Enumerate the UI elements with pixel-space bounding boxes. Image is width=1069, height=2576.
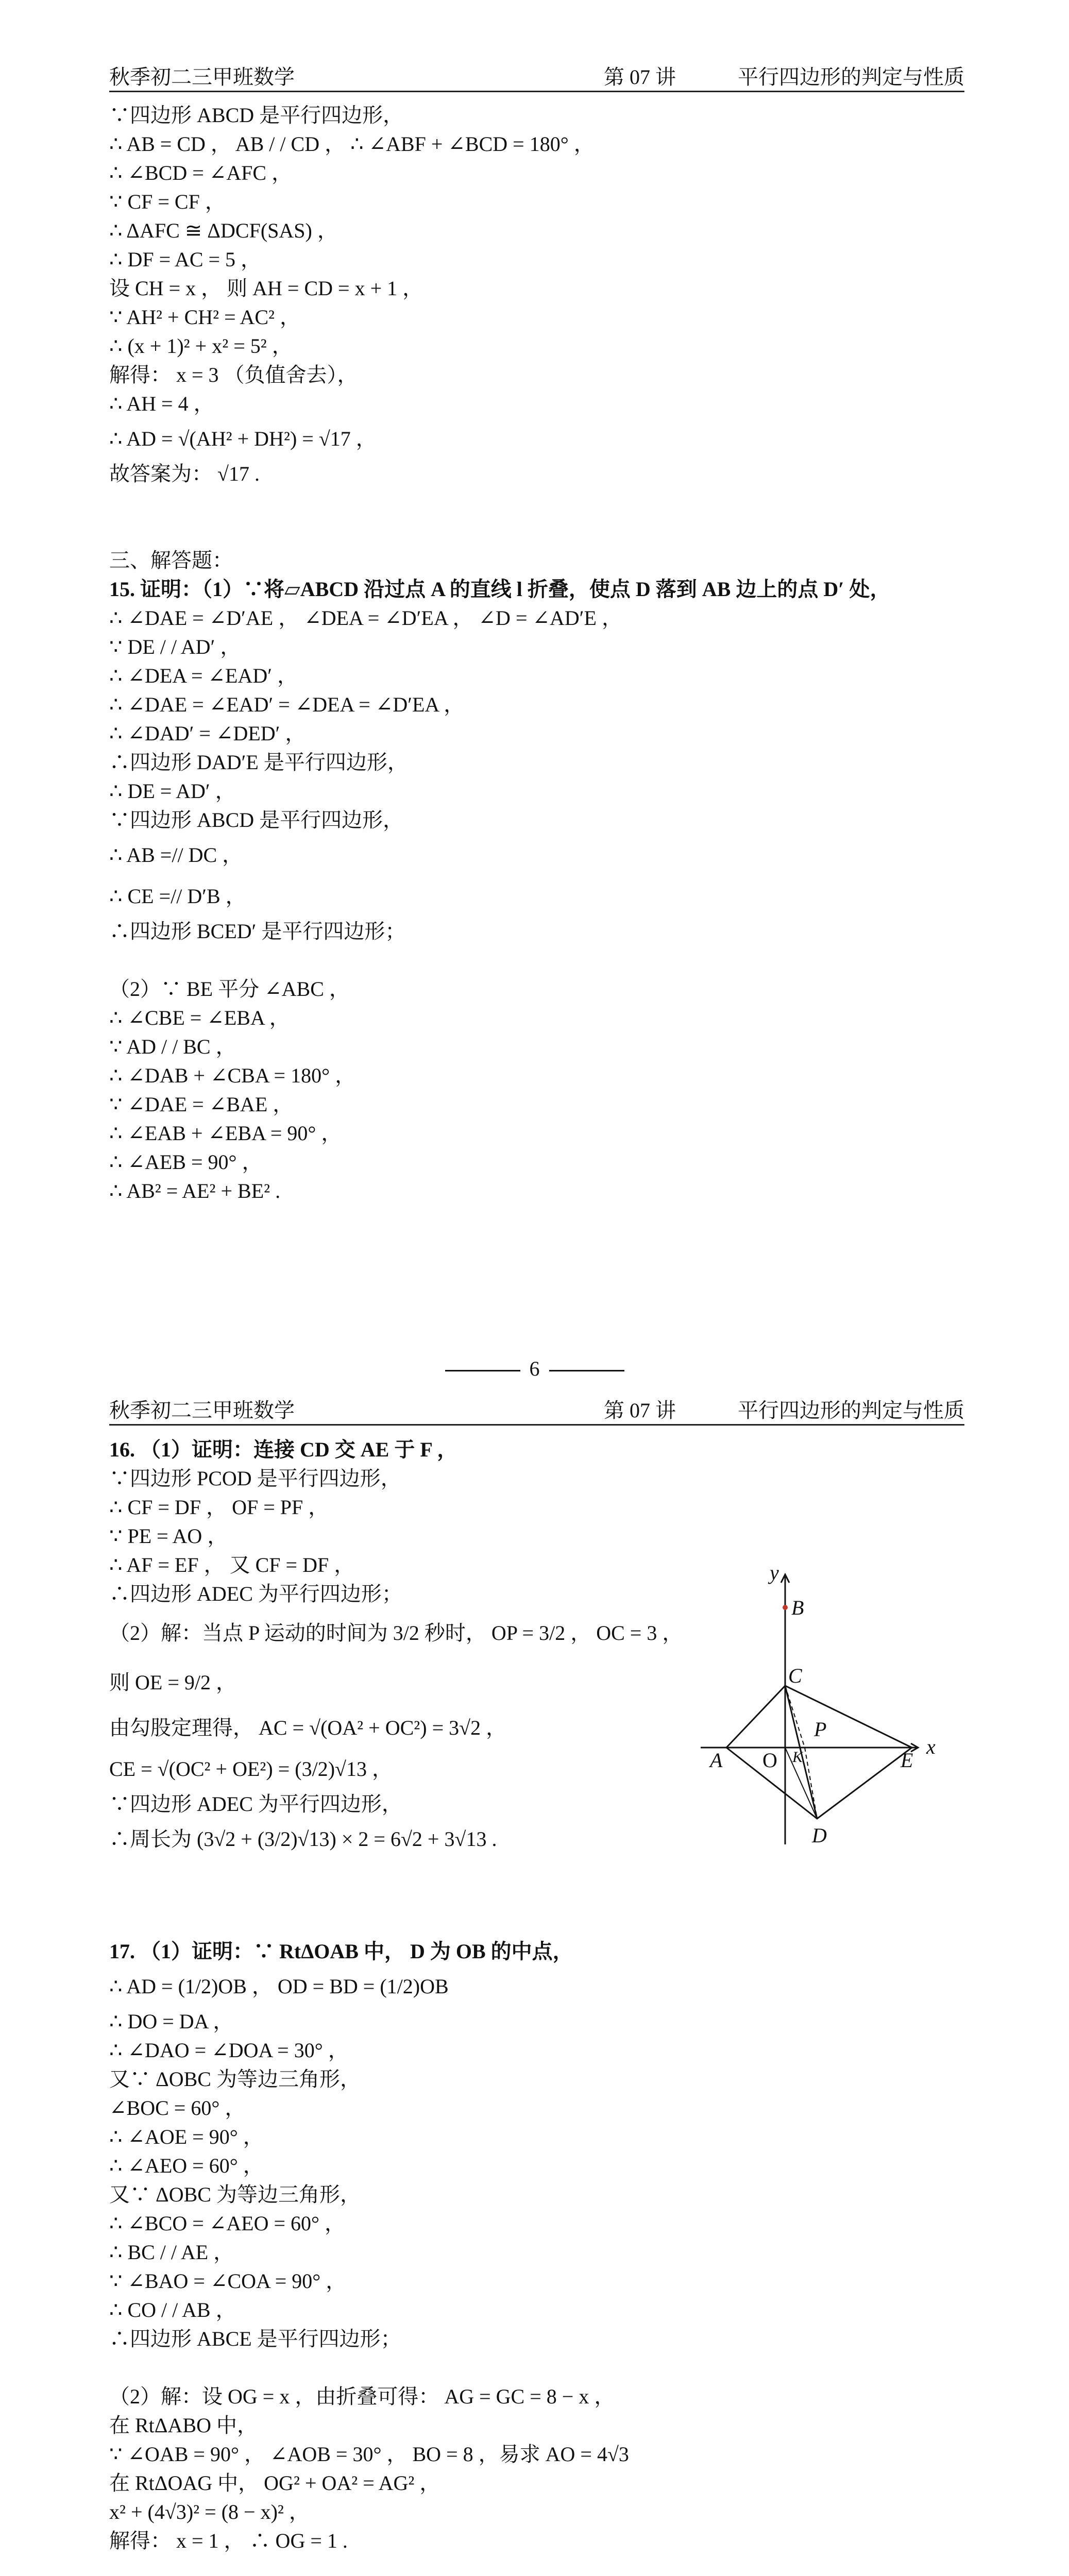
page-header xyxy=(109,1397,964,1426)
q17-line: ∴ DO = DA ， xyxy=(109,2010,234,2033)
q16-line: CE = √(OC² + OE²) = (3/2)√13 ， xyxy=(109,1757,393,1781)
q15-line: ∴ ∠DAE = ∠D′AE ， ∠DEA = ∠D′EA ， ∠D = ∠AD′E ， xyxy=(109,606,622,630)
segment-PD xyxy=(805,1748,817,1819)
q16-line: 16. （1）证明：连接 CD 交 AE 于 F ， xyxy=(109,1438,458,1461)
q17-part2-line: x² + (4√3)² = (8 − x)² ， xyxy=(109,2500,310,2523)
q17-line: ∵ ∠BAO = ∠COA = 90° ， xyxy=(109,2269,347,2293)
text-line: ∴ ∠BCD = ∠AFC ， xyxy=(109,161,293,184)
q15-part2-line: ∴ AB² = AE² + BE² . xyxy=(109,1179,281,1202)
text-line: ∴ (x + 1)² + x² = 5² ， xyxy=(109,334,293,358)
text-line: ∴ AD = √(AH² + DH²) = √17 ， xyxy=(109,427,377,450)
text-line: ∵四边形 ABCD 是平行四边形， xyxy=(109,104,404,127)
q17-line: ∴ AD = (1/2)OB ， OD = BD = (1/2)OB xyxy=(109,1975,449,1998)
q16-line: （2）解：当点 P 运动的时间为 3/2 秒时， OP = 3/2 ， OC = 3 ， xyxy=(109,1621,683,1645)
label-y: y xyxy=(770,1561,779,1584)
header-topic: 平行四边形的判定与性质 xyxy=(738,1399,964,1422)
q17-line: ∴ ∠AEO = 60° ， xyxy=(109,2154,264,2177)
q16-line: ∴ CF = DF ， OF = PF ， xyxy=(109,1496,329,1519)
label-A: A xyxy=(710,1749,723,1772)
label-P: P xyxy=(814,1718,827,1741)
text-line: ∴ AH = 4 ， xyxy=(109,392,214,415)
q15-line: ∴四边形 BCED′ 是平行四边形； xyxy=(109,920,406,943)
page-header xyxy=(109,64,964,92)
figure-svg xyxy=(690,1556,958,1875)
q15-line: ∵四边形 ABCD 是平行四边形， xyxy=(109,808,404,832)
page-number: 6 xyxy=(0,1356,1069,1382)
page-6-content xyxy=(109,101,964,1206)
text-line: 设 CH = x ， 则 AH = CD = x + 1 ， xyxy=(109,277,423,300)
text-line: 故答案为： √17 . xyxy=(109,462,260,485)
page-7-content xyxy=(109,1435,686,2555)
q16-line: 则 OE = 9/2 ， xyxy=(109,1671,236,1694)
q17-line: 又∵ ΔOBC 为等边三角形， xyxy=(109,2067,361,2091)
q16-line: ∵四边形 PCOD 是平行四边形， xyxy=(109,1467,401,1490)
header-course: 秋季初二三甲班数学 xyxy=(109,65,295,89)
q17-part2-line: （2）解：设 OG = x ，由折叠可得： AG = GC = 8 − x ， xyxy=(109,2385,615,2408)
label-K: K xyxy=(792,1749,803,1766)
coordinate-figure xyxy=(690,1556,958,1875)
q15-line: ∵ DE / / AD′ ， xyxy=(109,635,241,658)
q16-line: ∴周长为 (3√2 + (3/2)√13) × 2 = 6√2 + 3√13 . xyxy=(109,1827,497,1851)
label-O: O xyxy=(762,1749,777,1772)
q15-line: ∴ DE = AD′ ， xyxy=(109,779,236,803)
q17-line: ∴四边形 ABCE 是平行四边形； xyxy=(109,2327,401,2350)
q15-part2-line: （2）∵ BE 平分 ∠ABC ， xyxy=(109,977,350,1001)
q15-part2-line: ∵ AD / / BC ， xyxy=(109,1035,236,1058)
q17-line: ∴ CO / / AB ， xyxy=(109,2298,236,2321)
q15-line: ∴ ∠DEA = ∠EAD′ ， xyxy=(109,664,298,687)
label-C: C xyxy=(788,1664,802,1687)
q15-part2-line: ∴ ∠EAB + ∠EBA = 90° ， xyxy=(109,1122,342,1145)
text-line: ∴ AB = CD ， AB / / CD ， ∴ ∠ABF + ∠BCD = 180° ， xyxy=(109,132,595,156)
header-lecture: 第 07 讲 xyxy=(604,65,676,89)
text-line: ∵ CF = CF ， xyxy=(109,190,226,213)
section-title: 三、解答题： xyxy=(109,549,233,572)
point-B xyxy=(783,1605,788,1610)
q17-line: 17. （1）证明：∵ RtΔOAB 中， D 为 OB 的中点， xyxy=(109,1940,573,1963)
q17-part2-line: ∵ ∠OAB = 90° ， ∠AOB = 30° ， BO = 8 ，易求 AO = 4√3 xyxy=(109,2443,629,2466)
label-B: B xyxy=(791,1596,804,1619)
q15-line: ∴ AB =// DC ， xyxy=(109,843,243,867)
q15-line: ∴四边形 DAD′E 是平行四边形， xyxy=(109,751,408,774)
q17-part2-line: 在 RtΔABO 中， xyxy=(109,2414,258,2437)
q15-line: 15. 证明：（1）∵将▱ABCD 沿过点 A 的直线 l 折叠，使点 D 落到 AB 边上的点 D′ 处， xyxy=(109,578,891,601)
header-lecture: 第 07 讲 xyxy=(604,1399,676,1422)
label-E: E xyxy=(901,1749,913,1772)
q17-line: ∴ ∠AOE = 90° ， xyxy=(109,2125,264,2148)
q15-line: ∴ ∠DAD′ = ∠DED′ ， xyxy=(109,722,306,745)
q15-part2-line: ∴ ∠AEB = 90° ， xyxy=(109,1150,263,1174)
q16-line: ∵四边形 ADEC 为平行四边形， xyxy=(109,1792,402,1816)
q17-line: ∴ ∠DAO = ∠DOA = 30° ， xyxy=(109,2039,349,2062)
q16-line: ∴ AF = EF ， 又 CF = DF ， xyxy=(109,1553,355,1577)
q17-line: ∠BOC = 60° ， xyxy=(109,2096,246,2120)
q15-line: ∴ CE =// D′B ， xyxy=(109,885,246,908)
q16-line: ∴四边形 ADEC 为平行四边形； xyxy=(109,1582,402,1605)
segment-CP xyxy=(785,1686,805,1748)
q17-part2-line: 在 RtΔOAG 中， OG² + OA² = AG² ， xyxy=(109,2471,440,2495)
q15-line: ∴ ∠DAE = ∠EAD′ = ∠DEA = ∠D′EA ， xyxy=(109,693,465,716)
q15-part2-line: ∴ ∠CBE = ∠EBA ， xyxy=(109,1006,290,1029)
label-D: D xyxy=(812,1824,827,1847)
q16-line: ∵ PE = AO ， xyxy=(109,1524,228,1548)
text-line: ∵ AH² + CH² = AC² ， xyxy=(109,306,301,329)
page-7 xyxy=(0,1386,1069,2576)
q16-line: 由勾股定理得， AC = √(OA² + OC²) = 3√2 ， xyxy=(109,1716,507,1739)
q17-line: ∴ BC / / AE ， xyxy=(109,2241,234,2264)
label-x: x xyxy=(926,1735,936,1758)
text-line: ∴ ΔAFC ≅ ΔDCF(SAS) ， xyxy=(109,219,338,242)
q15-part2-line: ∵ ∠DAE = ∠BAE ， xyxy=(109,1093,294,1116)
q15-part2-line: ∴ ∠DAB + ∠CBA = 180° ， xyxy=(109,1064,356,1087)
header-course: 秋季初二三甲班数学 xyxy=(109,1399,295,1422)
text-line: ∴ DF = AC = 5 ， xyxy=(109,248,262,271)
text-line: 解得： x = 3 （负值舍去）， xyxy=(109,363,358,386)
parallelogram-ACED xyxy=(726,1686,912,1819)
q17-line: 又∵ ΔOBC 为等边三角形， xyxy=(109,2183,361,2206)
header-topic: 平行四边形的判定与性质 xyxy=(738,65,964,89)
q17-line: ∴ ∠BCO = ∠AEO = 60° ， xyxy=(109,2212,346,2235)
q17-part2-line: 解得： x = 1 ， ∴ OG = 1 . xyxy=(109,2529,348,2552)
